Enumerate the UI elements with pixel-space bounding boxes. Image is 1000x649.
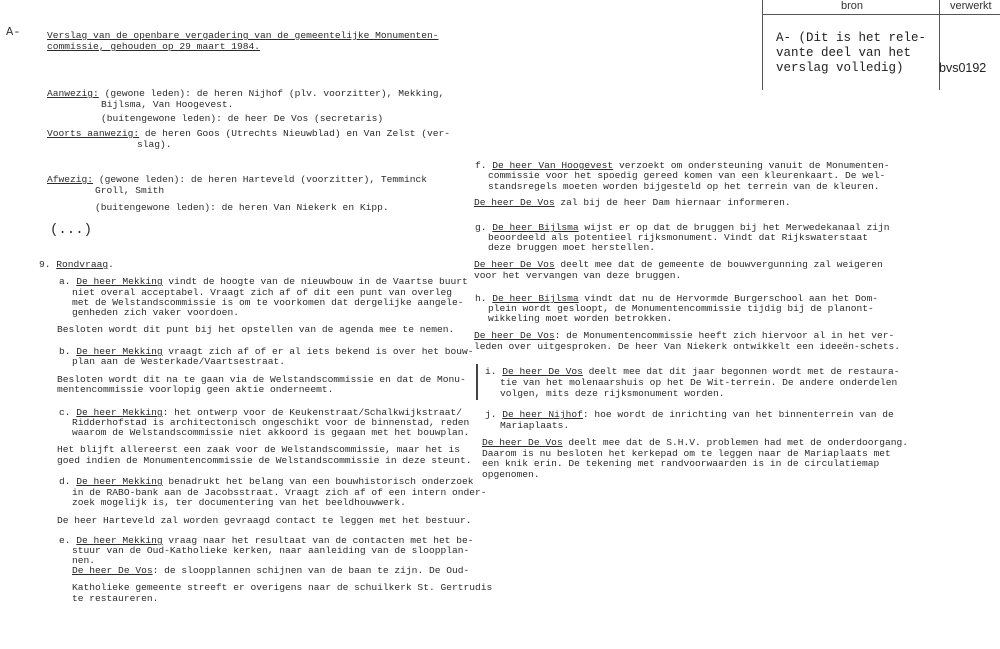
item-g-line-1: g. De heer Bijlsma wijst er op dat de bruggen bij het Merwedekanaal zijn [475, 222, 890, 233]
margin-label: A- [6, 25, 21, 39]
item-c-resolution-2: goed indien de Monumentencommissie de Welstandscommissie in deze steunt. [57, 455, 472, 466]
afwezig-line-2: Groll, Smith [95, 185, 165, 196]
item-e-line-6: te restaureren. [72, 593, 159, 604]
aanwezig-line-1: Aanwezig: (gewone leden): de heren Nijhof (plv. voorzitter), Mekking, [47, 88, 445, 99]
voorts-label: Voorts aanwezig: [47, 128, 140, 139]
voorts-line-2: slag). [137, 139, 172, 150]
item-d-resolution: De heer Harteveld zal worden gevraagd contact te leggen met het bestuur. [57, 515, 472, 526]
source-note-line-1: A- (Dit is het rele- [776, 31, 927, 45]
margin-bar [476, 364, 478, 400]
item-a-line-4: genheden zich vaker voordoen. [72, 307, 239, 318]
item-e-line-2: stuur van de Oud-Katholieke kerken, naar aanleiding van de sloopplan- [72, 545, 470, 556]
item-f-line-1: f. De heer Van Hoogevest verzoekt om ondersteuning vanuit de Monumenten- [475, 160, 890, 171]
item-e-line-5: Katholieke gemeente streeft er overigens naar de schuilkerk St. Gertrudis [72, 582, 493, 593]
item-g-resolution-1: De heer De Vos deelt mee dat de gemeente de bouwvergunning zal weigeren [474, 259, 883, 270]
item-c-resolution-1: Het blijft allereerst een zaak voor de Welstandscommissie, maar het is [57, 444, 461, 455]
source-note-line-2: vante deel van het [776, 46, 912, 60]
item-j-resolution-2: Daarom is nu besloten het kerkepad om te leggen naar de Mariaplaats met [482, 448, 891, 459]
item-i-line-1: i. De heer De Vos deelt mee dat dit jaar begonnen wordt met de restaura- [485, 366, 900, 377]
item-e-line-3: nen. [72, 555, 96, 566]
item-j-resolution-3: een knik erin. De tekening met randvoorwaarden is in de circulatiemap [482, 458, 880, 469]
item-j-resolution-1: De heer De Vos deelt mee dat de S.H.V. problemen had met de onderdoorgang. [482, 437, 909, 448]
item-g-line-3: deze bruggen moet herstellen. [488, 242, 655, 253]
aanwezig-line-3: (buitengewone leden): de heer De Vos (secretaris) [101, 113, 384, 124]
item-a-line-2: niet overal acceptabel. Vraagt zich af of dit een punt van overleg [72, 287, 452, 298]
item-f-line-3: standsregels moeten worden bijgesteld op het terrein van de kleuren. [488, 181, 880, 192]
section-heading: 9. Rondvraag. [39, 259, 114, 270]
item-e-line-4: De heer De Vos: de sloopplannen schijnen van de baan te zijn. De Oud- [72, 565, 470, 576]
aanwezig-label: Aanwezig: [47, 88, 99, 99]
item-a-resolution: Besloten wordt dit punt bij het opstellen van de agenda mee te nemen. [57, 324, 455, 335]
title-line-1: Verslag van de openbare vergadering van de gemeentelijke Monumenten- [47, 30, 439, 41]
source-note-line-3: verslag volledig) [776, 61, 904, 75]
item-a-line-1: a. De heer Mekking vindt de hoogte van de nieuwbouw in de Vaartse buurt [59, 276, 468, 287]
ellipsis: (...) [50, 222, 93, 238]
item-h-resolution-1: De heer De Vos: de Monumentencommissie heeft zich hiervoor al in het ver- [474, 330, 895, 341]
item-e-line-1: e. De heer Mekking vraag naar het resultaat van de contacten met het be- [59, 535, 474, 546]
item-d-line-1: d. De heer Mekking benadrukt het belang van een bouwhistorisch onderzoek [59, 476, 474, 487]
item-a-line-3: met de Welstandscommissie is om te voorkomen dat dergelijke aangele- [72, 297, 464, 308]
item-b-resolution-1: Besloten wordt dit na te gaan via de Welstandscommissie en dat de Monu- [57, 374, 466, 385]
item-c-line-1: c. De heer Mekking: het ontwerp voor de Keukenstraat/Schalkwijkstraat/ [59, 407, 463, 418]
item-b-resolution-2: mentencommissie voorlopig geen aktie onderneemt. [57, 384, 334, 395]
item-d-line-2: in de RABO-bank aan de Jacobsstraat. Vraagt zich af of een intern onder- [72, 487, 487, 498]
item-j-line-1: j. De heer Nijhof: hoe wordt de inrichting van het binnenterrein van de [485, 409, 894, 420]
item-c-line-2: Ridderhofstad is architectonisch ongeschikt voor de binnenstad, reden [72, 417, 470, 428]
table-header-line [762, 14, 1000, 15]
col-bron: bron [841, 0, 864, 12]
afwezig-label: Afwezig: [47, 174, 94, 185]
afwezig-line-3: (buitengewone leden): de heren Van Niekerk en Kipp. [95, 202, 389, 213]
item-d-line-3: zoek mogelijk is, ter documentering van het beeldhouwwerk. [72, 497, 406, 508]
item-h-line-2: plein wordt gesloopt, de Monumentencommissie tijdig bij de planont- [488, 303, 874, 314]
item-c-line-3: waarom de Welstandscommissie niet akkoord is gegaan met het bouwplan. [72, 427, 470, 438]
item-j-resolution-4: opgenomen. [482, 469, 540, 480]
item-i-line-3: volgen, mits deze rijksmonument worden. [500, 388, 725, 399]
item-b-line-1: b. De heer Mekking vraagt zich af of er al iets bekend is over het bouw- [59, 346, 474, 357]
voorts-line-1: Voorts aanwezig: de heren Goos (Utrechts Nieuwblad) en Van Zelst (ver- [47, 128, 451, 139]
col-verwerkt: verwerkt [950, 0, 992, 12]
item-f-resolution: De heer De Vos zal bij de heer Dam hiernaar informeren. [474, 197, 791, 208]
item-b-line-2: plan aan de Westerkade/Vaartsestraat. [72, 356, 286, 367]
item-f-line-2: commissie voor het spoedig gereed komen van een kleurenkaart. De wel- [488, 170, 886, 181]
item-g-resolution-2: voor het vervangen van deze bruggen. [474, 270, 682, 281]
title-line-2: commissie, gehouden op 29 maart 1984. [47, 41, 261, 52]
item-h-resolution-2: leden over uitgesproken. De heer Van Niekerk ontwikkelt een ideeën-schets. [474, 341, 901, 352]
item-g-line-2: beoordeeld als potentieel rijksmonument. Vindt dat Rijkswaterstaat [488, 232, 868, 243]
item-j-line-2: Mariaplaats. [500, 420, 570, 431]
item-i-line-2: tie van het molenaarshuis op het De Wit-terrein. De andere onderdelen [500, 377, 898, 388]
afwezig-line-1: Afwezig: (gewone leden): de heren Harteveld (voorzitter), Temminck [47, 174, 427, 185]
item-h-line-1: h. De heer Bijlsma vindt dat nu de Hervormde Burgerschool aan het Dom- [475, 293, 879, 304]
aanwezig-line-2: Bijlsma, Van Hoogevest. [101, 99, 234, 110]
item-h-line-3: wikkeling moet worden betrokken. [488, 313, 673, 324]
archive-code: bvs0192 [939, 61, 987, 75]
source-table [762, 0, 1000, 90]
